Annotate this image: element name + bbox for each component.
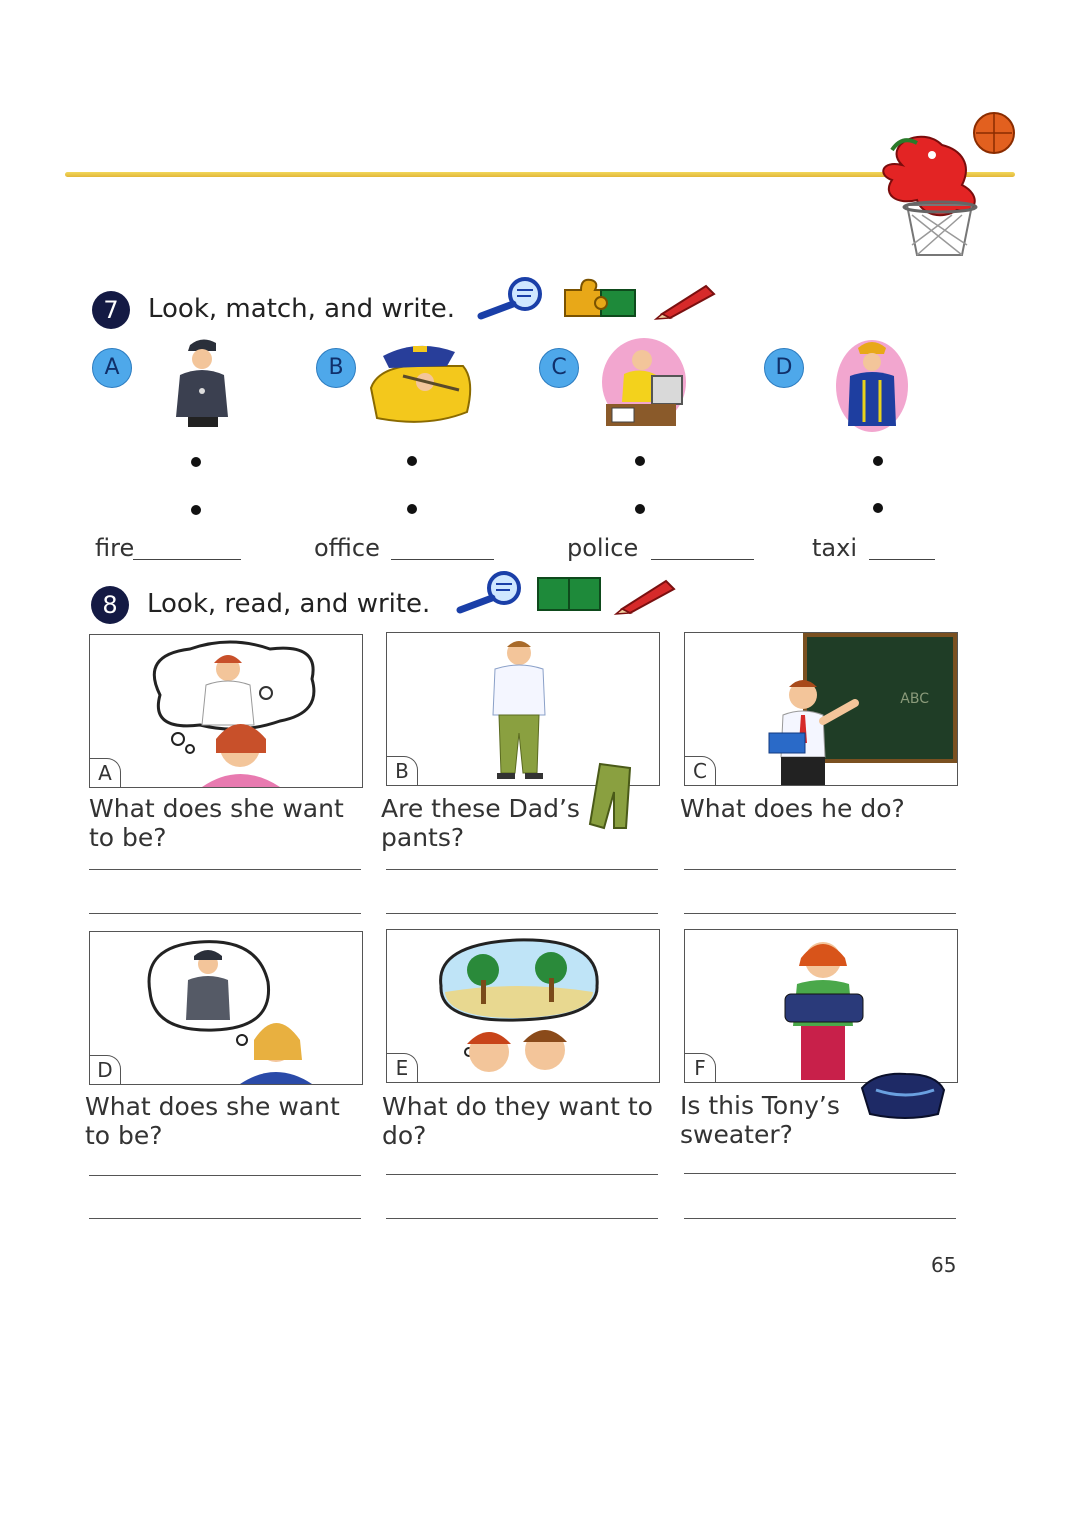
match-word: police xyxy=(567,534,639,562)
answer-line[interactable] xyxy=(684,869,956,870)
panel-question: What does he do? xyxy=(680,794,905,823)
panel-letter: A xyxy=(90,758,121,787)
match-dot[interactable] xyxy=(407,504,417,514)
answer-line[interactable] xyxy=(684,913,956,914)
option-badge: C xyxy=(539,348,579,388)
answer-line[interactable] xyxy=(386,1174,658,1175)
answer-line[interactable] xyxy=(684,1218,956,1219)
panel-question: Are these Dad’s pants? xyxy=(381,794,580,852)
panel-letter: C xyxy=(685,756,716,785)
panel-letter: E xyxy=(387,1053,418,1082)
match-dot[interactable] xyxy=(873,456,883,466)
panel-question: What does she want to be? xyxy=(85,1092,340,1150)
picture-panel xyxy=(386,929,660,1083)
picture-panel xyxy=(684,632,958,786)
option-badge: D xyxy=(764,348,804,388)
panel-question: Is this Tony’s sweater? xyxy=(680,1091,840,1149)
firefighter-figure xyxy=(834,336,910,436)
page-number: 65 xyxy=(931,1253,957,1277)
answer-blank[interactable] xyxy=(133,559,241,560)
chalkboard-text: ABC xyxy=(900,691,929,707)
girl-thinking-doctor-illustration xyxy=(90,635,362,787)
match-word: fire xyxy=(95,534,135,562)
exercise-number: 8 xyxy=(91,586,129,624)
boys-thinking-park-illustration xyxy=(387,930,659,1082)
exercise-title: Look, match, and write. xyxy=(148,294,455,324)
answer-line[interactable] xyxy=(386,869,658,870)
answer-line[interactable] xyxy=(684,1173,956,1174)
picture-panel xyxy=(89,931,363,1085)
taxi-driver-figure xyxy=(367,336,475,428)
option-badge: B xyxy=(316,348,356,388)
match-dot[interactable] xyxy=(407,456,417,466)
match-dot[interactable] xyxy=(873,503,883,513)
answer-line[interactable] xyxy=(386,1218,658,1219)
answer-line[interactable] xyxy=(386,913,658,914)
pants-icon xyxy=(586,762,636,832)
panel-question: What do they want to do? xyxy=(382,1092,653,1150)
exercise-number: 7 xyxy=(92,291,130,329)
panel-letter: F xyxy=(685,1053,716,1082)
puzzle-icon xyxy=(561,276,639,320)
match-dot[interactable] xyxy=(635,456,645,466)
answer-blank[interactable] xyxy=(391,559,494,560)
pencil-icon xyxy=(652,278,718,320)
exercise-title: Look, read, and write. xyxy=(147,589,431,619)
book-icon xyxy=(536,576,602,612)
match-word: taxi xyxy=(812,534,857,562)
panel-letter: B xyxy=(387,756,418,785)
girl-holding-sweater-illustration xyxy=(685,930,957,1082)
picture-panel xyxy=(89,634,363,788)
teacher-illustration xyxy=(763,673,873,785)
pencil-icon xyxy=(612,573,678,615)
magnifier-icon xyxy=(454,570,530,616)
answer-line[interactable] xyxy=(89,1218,361,1219)
answer-line[interactable] xyxy=(89,869,361,870)
panel-question: What does she want to be? xyxy=(89,794,344,852)
match-dot[interactable] xyxy=(635,504,645,514)
answer-blank[interactable] xyxy=(869,559,935,560)
girl-thinking-police-illustration xyxy=(90,932,362,1084)
answer-line[interactable] xyxy=(89,1175,361,1176)
answer-line[interactable] xyxy=(89,913,361,914)
answer-blank[interactable] xyxy=(651,559,754,560)
panel-letter: D xyxy=(90,1055,121,1084)
sweater-icon xyxy=(856,1070,948,1122)
dragon-basketball-mascot xyxy=(862,105,1032,275)
match-dot[interactable] xyxy=(191,457,201,467)
magnifier-icon xyxy=(475,276,551,322)
option-badge: A xyxy=(92,348,132,388)
police-officer-figure xyxy=(166,335,238,430)
office-worker-figure xyxy=(598,336,690,434)
match-word: office xyxy=(314,534,380,562)
match-dot[interactable] xyxy=(191,505,201,515)
picture-panel xyxy=(684,929,958,1083)
